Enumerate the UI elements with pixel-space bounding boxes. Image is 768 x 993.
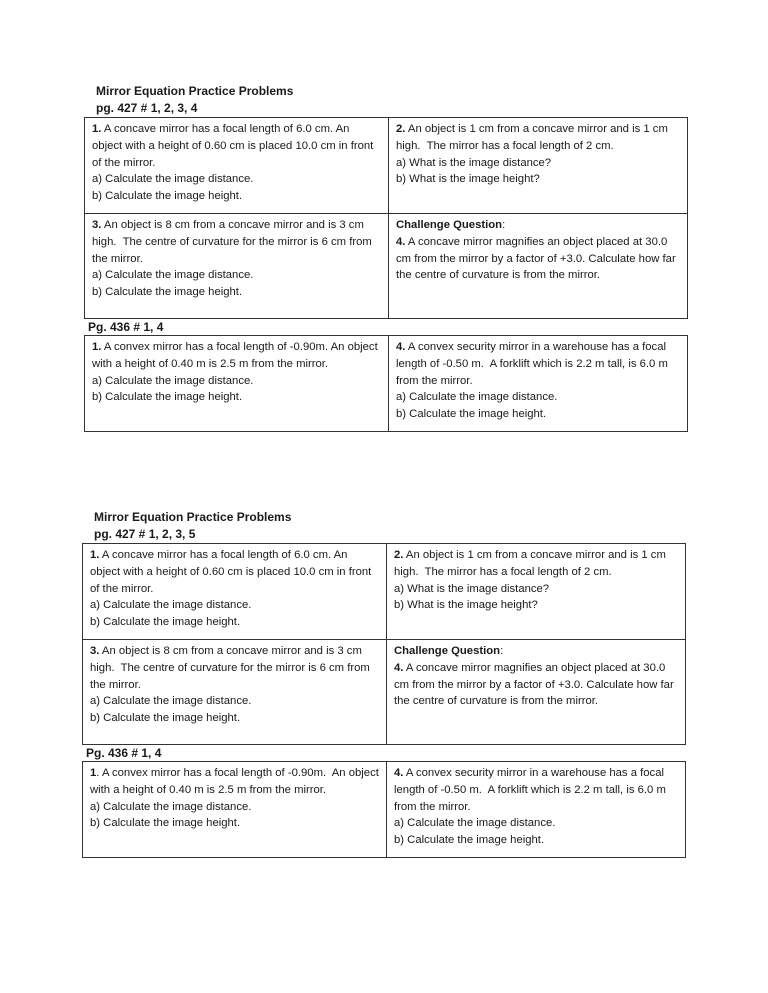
problem-cell <box>387 544 686 640</box>
problem-text: A concave mirror has a focal length of 6.0 cm. An object with a height of 0.60 cm is placed 10.0 cm in front of the mirror. <box>90 549 375 595</box>
question-b: b) What is the image height? <box>396 173 540 186</box>
question-b: b) Calculate the image height. <box>394 834 545 847</box>
challenge-label: Challenge Question <box>394 644 501 657</box>
problem-number: 3. <box>90 644 100 657</box>
problem-table-1 <box>82 543 686 745</box>
problem-cell <box>83 761 387 857</box>
question-a: a) Calculate the image distance. <box>92 374 254 387</box>
problem-number: 2. <box>394 549 404 561</box>
problem-text: An object is 1 cm from a concave mirror and is 1 cm high. The mirror has a focal length of 2 cm. <box>394 549 669 578</box>
problem-text: A convex security mirror in a warehouse has a focal length of -0.50 m. A forklift which is 2.2 m tall, is 6.0 m from the mirror. <box>396 340 672 387</box>
problem-cell <box>83 639 387 744</box>
question-b: b) Calculate the image height. <box>92 190 243 203</box>
problem-cell <box>83 544 387 640</box>
question-b: b) Calculate the image height. <box>90 817 241 830</box>
page-reference: pg. 427 # 1, 2, 3, 4 <box>96 101 198 115</box>
page-reference: pg. 427 # 1, 2, 3, 5 <box>94 527 196 541</box>
problem-text: A concave mirror magnifies an object placed at 30.0 cm from the mirror by a factor of +3.0. Calculate how far the centre of curvature is from the mirror. <box>396 235 679 282</box>
problem-number: 4. <box>396 340 406 353</box>
worksheet-title: Mirror Equation Practice Problems <box>96 84 294 98</box>
problem-number: 4. <box>394 766 404 779</box>
challenge-cell: Challenge Question: 4. A concave mirror magnifies an object placed at 30.0 cm from the mirror by a factor of +3.0. Calculate how far the centre of curvature is from the mirror. <box>389 213 688 318</box>
problem-number: 1. <box>92 340 102 353</box>
question-a: a) Calculate the image distance. <box>92 173 254 186</box>
question-a: a) Calculate the image distance. <box>90 599 252 612</box>
question-a: a) Calculate the image distance. <box>90 800 252 813</box>
problem-text: An object is 1 cm from a concave mirror and is 1 cm high. The mirror has a focal length of 2 cm. <box>396 123 671 152</box>
problem-cell <box>389 118 688 214</box>
problem-cell <box>85 213 389 318</box>
problem-number: 3. <box>92 218 102 231</box>
problem-number: 4. <box>396 235 406 248</box>
question-a: a) Calculate the image distance. <box>396 391 558 404</box>
section-heading: Pg. 436 # 1, 4 <box>86 745 162 760</box>
problem-cell <box>85 118 389 214</box>
problem-text: An object is 8 cm from a concave mirror and is 3 cm high. The centre of curvature for the mirror is 6 cm from the mirror. <box>92 218 375 265</box>
problem-number: 2. <box>396 123 406 135</box>
question-a: a) What is the image distance? <box>394 582 550 595</box>
question-a: a) Calculate the image distance. <box>394 817 556 830</box>
question-a: a) What is the image distance? <box>396 156 552 169</box>
question-b: b) Calculate the image height. <box>90 712 241 725</box>
worksheet-2 <box>82 509 686 858</box>
question-b: b) Calculate the image height. <box>90 616 241 629</box>
worksheet-1 <box>84 83 688 432</box>
problem-number: 1. <box>90 549 100 561</box>
question-a: a) Calculate the image distance. <box>92 269 254 282</box>
question-a: a) Calculate the image distance. <box>90 695 252 708</box>
question-b: b) What is the image height? <box>394 599 538 612</box>
worksheet-title: Mirror Equation Practice Problems <box>94 510 292 524</box>
problem-text: A concave mirror has a focal length of 6.0 cm. An object with a height of 0.60 cm is placed 10.0 cm in front of the mirror. <box>92 123 377 169</box>
problem-table-2 <box>84 335 688 432</box>
challenge-cell: Challenge Question: 4. A concave mirror magnifies an object placed at 30.0 cm from the mirror by a factor of +3.0. Calculate how far the centre of curvature is from the mirror. <box>387 639 686 744</box>
problem-text: An object is 8 cm from a concave mirror and is 3 cm high. The centre of curvature for the mirror is 6 cm from the mirror. <box>90 644 373 691</box>
problem-number: 1. <box>92 123 102 135</box>
problem-cell <box>387 761 686 857</box>
question-b: b) Calculate the image height. <box>92 286 243 299</box>
problem-cell <box>85 335 389 431</box>
problem-cell <box>389 335 688 431</box>
challenge-label: Challenge Question <box>396 218 503 231</box>
section-heading: Pg. 436 # 1, 4 <box>88 319 164 334</box>
question-b: b) Calculate the image height. <box>396 408 547 421</box>
problem-text: . A convex mirror has a focal length of -0.90m. An object with a height of 0.40 m is 2.5 m from the mirror. <box>90 766 383 796</box>
question-b: b) Calculate the image height. <box>92 391 243 404</box>
problem-table-2 <box>82 761 686 858</box>
problem-number: 1 <box>90 766 97 779</box>
problem-text: A convex security mirror in a warehouse has a focal length of -0.50 m. A forklift which is 2.2 m tall, is 6.0 m from the mirror. <box>394 766 670 813</box>
problem-table-1 <box>84 117 688 319</box>
problem-number: 4. <box>394 661 404 674</box>
problem-text: A concave mirror magnifies an object placed at 30.0 cm from the mirror by a factor of +3.0. Calculate how far the centre of curvature is from the mirror. <box>394 661 677 708</box>
problem-text: A convex mirror has a focal length of -0.90m. An object with a height of 0.40 m is 2.5 m from the mirror. <box>92 340 381 370</box>
